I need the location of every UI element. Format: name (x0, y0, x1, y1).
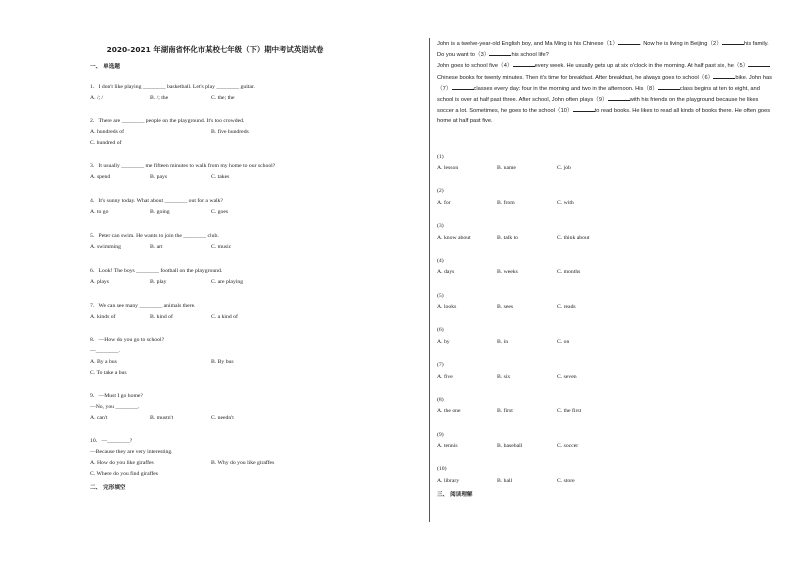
option-a[interactable]: A. How do you like giraffes (90, 460, 154, 466)
option-b[interactable]: B. play (150, 279, 167, 285)
passage-text: with his friends on the playground because he likes soccer a lot. Sometimes, he goes to the school（10） (437, 97, 759, 115)
passage-text: his school life? (511, 52, 549, 59)
question-sub-line: —Because they are very interesting. (90, 449, 173, 455)
page-title: 2020-2021 年湖南省怀化市某校七年级（下）期中考试英语试卷 (106, 45, 324, 54)
option-a[interactable]: A. to go (90, 209, 109, 215)
option-b[interactable]: B. By bus (211, 359, 234, 365)
option-b[interactable]: B. name (497, 165, 516, 171)
cloze-number: (2) (437, 188, 444, 194)
question-stem: 1．I don't like playing ________ basketball. Let's play ________ guitar. (90, 84, 255, 90)
passage-text: . Now he is living in Beijing（2） (640, 41, 722, 47)
option-c[interactable]: C. are playing (211, 279, 244, 285)
option-b[interactable]: B. baseball (497, 443, 523, 449)
option-c[interactable]: C. takes (211, 174, 230, 180)
blank-9[interactable] (608, 94, 630, 101)
option-c[interactable]: C. the first (557, 408, 582, 414)
option-b[interactable]: B. art (150, 244, 163, 250)
option-c[interactable]: C. reads (557, 304, 576, 310)
option-a[interactable]: A. by (437, 339, 450, 345)
cloze-number: (8) (437, 397, 444, 403)
option-b[interactable]: B. mustn't (150, 415, 174, 421)
option-a[interactable]: A. the one (437, 408, 461, 414)
option-a[interactable]: A. spend (90, 174, 111, 180)
option-a[interactable]: A. library (437, 478, 460, 484)
option-c[interactable]: C. music (211, 244, 232, 250)
blank-5[interactable] (748, 60, 770, 67)
column-divider (429, 38, 430, 522)
option-b[interactable]: B. from (497, 200, 515, 206)
option-c[interactable]: C. on (557, 339, 570, 345)
blank-2[interactable] (722, 38, 744, 45)
option-a[interactable]: A. five (437, 374, 453, 380)
option-c[interactable]: C. the; the (211, 95, 235, 101)
cloze-number: (5) (437, 293, 444, 299)
question-sub-line: —No, you ________. (90, 404, 140, 410)
option-b[interactable]: B. going (150, 209, 170, 215)
option-c[interactable]: C. think about (557, 235, 590, 241)
option-a[interactable]: A. know about (437, 235, 471, 241)
blank-4[interactable] (513, 60, 535, 67)
question-stem: 2．There are ________ people on the playground. It's too crowded. (90, 118, 245, 124)
option-c[interactable]: C. goes (211, 209, 229, 215)
option-c[interactable]: C. store (557, 478, 575, 484)
passage-text: to read books. He likes to read all kinds of books there. He often goes home at half past five. (437, 108, 771, 125)
option-c[interactable]: C. months (557, 269, 581, 275)
option-a[interactable]: A. By a bus (90, 359, 117, 365)
option-b[interactable]: B. first (497, 408, 513, 414)
passage-text: bike. John has（7） (437, 74, 773, 92)
option-b[interactable]: B. weeks (497, 269, 518, 275)
passage-text: classes every day: four in the morning and two in the afternoon. His（8） (473, 85, 658, 92)
blank-3[interactable] (489, 49, 511, 56)
option-c[interactable]: C. Where do you find giraffes (90, 471, 159, 477)
blank-10[interactable] (573, 105, 595, 112)
section-heading-cloze: 二、 完形填空 (90, 485, 126, 491)
option-b[interactable]: B. pays (150, 174, 168, 180)
cloze-number: (4) (437, 258, 444, 264)
option-c[interactable]: C. with (557, 200, 574, 206)
cloze-number: (9) (437, 432, 444, 438)
blank-1[interactable] (618, 38, 640, 45)
question-stem: 9．—Must I go home? (90, 393, 143, 399)
cloze-number: (1) (437, 154, 444, 160)
option-a[interactable]: A. looks (437, 304, 457, 310)
option-b[interactable]: B. hall (497, 478, 513, 484)
option-a[interactable]: A. for (437, 200, 451, 206)
question-stem: 4．It's sunny today. What about ________ out for a walk? (90, 198, 223, 204)
option-a[interactable]: A. /; / (90, 95, 104, 101)
option-b[interactable]: B. in (497, 339, 509, 345)
option-a[interactable]: A. days (437, 269, 455, 275)
blank-7[interactable] (452, 83, 474, 90)
option-b[interactable]: B. sees (497, 304, 514, 310)
passage-text: class begins at ten to eight, and school is over at half past three. After school, John often plays（9） (437, 85, 760, 104)
option-c[interactable]: C. job (557, 165, 571, 171)
option-a[interactable]: A. plays (90, 279, 109, 285)
passage-text: John is a twelve-year-old English boy, and Ma Ming is his Chinese（1） (437, 41, 619, 47)
question-stem: 6．Look! The boys ________ football on the playground. (90, 268, 223, 274)
option-a[interactable]: A. swimming (90, 244, 121, 250)
option-a[interactable]: A. tennis (437, 443, 458, 449)
passage-paragraph-1 (437, 38, 772, 60)
option-c[interactable]: C. hundred of (90, 140, 122, 146)
cloze-number: (6) (437, 327, 444, 333)
blank-8[interactable] (658, 83, 680, 90)
section-heading-single-choice: 一、 单选题 (90, 64, 120, 70)
passage-text: John goes to school five（4） (437, 63, 513, 70)
option-b[interactable]: B. kind of (150, 314, 173, 320)
option-a[interactable]: A. kinds of (90, 314, 116, 320)
option-a[interactable]: A. can't (90, 415, 108, 421)
passage-text: Chinese books for twenty minutes. Then it's time for breakfast. After breakfast, he always goes to school（6） (437, 74, 714, 81)
option-b[interactable]: B. six (497, 374, 511, 380)
blank-6[interactable] (713, 72, 735, 79)
question-sub-line: —________. (90, 348, 120, 354)
option-c[interactable]: C. a kind of (211, 314, 238, 320)
question-stem: 8．—How do you go to school? (90, 337, 165, 343)
question-stem: 10．—________? (90, 438, 133, 444)
question-stem: 7．We can see many ________ animals there. (90, 303, 196, 309)
option-b[interactable]: B. five hundreds (211, 129, 249, 135)
option-a[interactable]: A. hundreds of (90, 129, 124, 135)
option-c[interactable]: C. needn't (211, 415, 234, 421)
question-stem: 5．Peter can swim. He wants to join the ________ club. (90, 233, 219, 239)
cloze-number: (7) (437, 362, 444, 368)
section-heading-reading: 三、 阅读理解 (437, 492, 473, 498)
cloze-passage (437, 38, 772, 127)
passage-text: every week. He usually gets up at six o'clock in the morning. At half past six, he（5） (534, 63, 749, 70)
passage-paragraph-2 (437, 60, 772, 126)
option-b[interactable]: B. Why do you like giraffes (211, 460, 275, 466)
option-a[interactable]: A. lesson (437, 165, 459, 171)
option-b[interactable]: B. /; the (150, 95, 169, 101)
option-c[interactable]: C. seven (557, 374, 577, 380)
option-b[interactable]: B. talk to (497, 235, 519, 241)
passage-text: his family. Do you want to（3） (437, 41, 769, 59)
cloze-number: (10) (437, 466, 447, 472)
option-c[interactable]: C. soccer (557, 443, 579, 449)
question-stem: 3．It usually ________ me fifteen minutes to walk from my home to our school? (90, 163, 276, 169)
option-c[interactable]: C. To take a bus (90, 370, 127, 376)
cloze-number: (3) (437, 223, 444, 229)
